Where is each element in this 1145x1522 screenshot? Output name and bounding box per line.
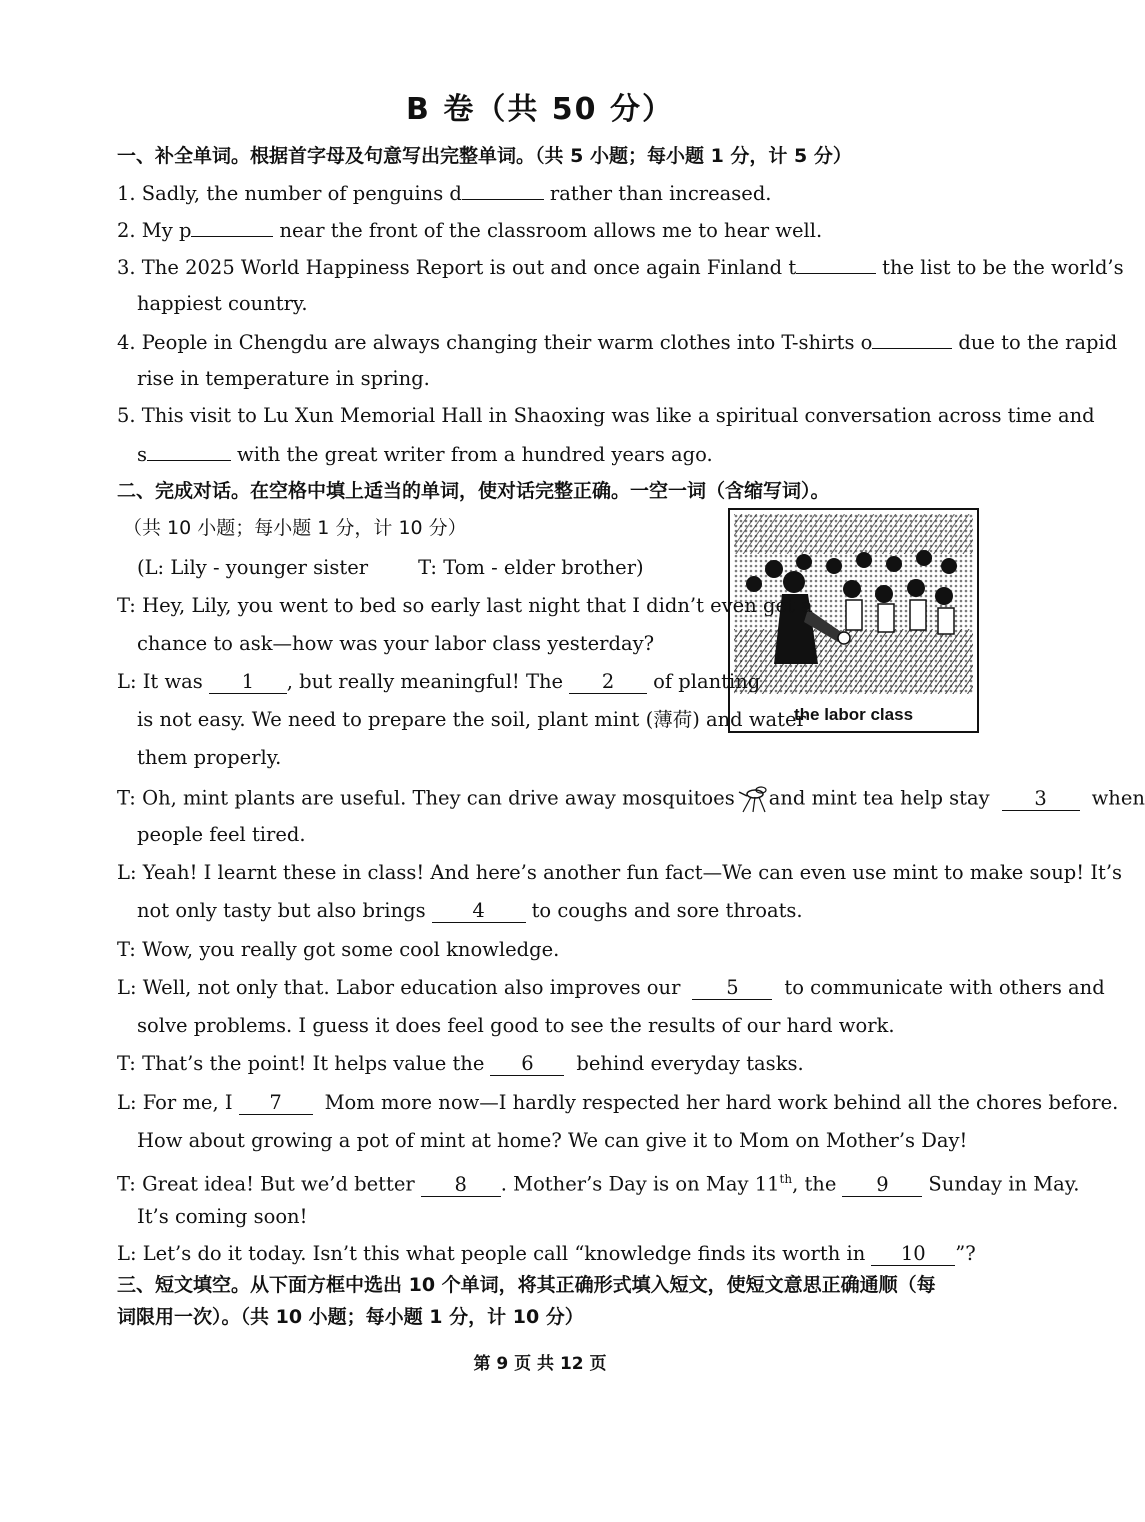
section2-subheading: （共 10 小题；每小题 1 分，计 10 分）	[123, 517, 467, 539]
section1-heading: 一、补全单词。根据首字母及句意写出完整单词。（共 5 小题；每小题 1 分，计 5 分）	[117, 145, 852, 167]
blank-10[interactable]: 10	[871, 1243, 955, 1266]
q3-blank[interactable]	[796, 253, 876, 274]
q5-text-after: with the great writer from a hundred years ago.	[237, 443, 713, 466]
blank-8[interactable]: 8	[421, 1174, 501, 1197]
dialog-6-line2: solve problems. I guess it does feel good to see the results of our hard work.	[137, 1014, 895, 1037]
d10-text-b: ”?	[955, 1242, 976, 1265]
d2-text-c: of planting	[653, 670, 761, 693]
question-2	[117, 216, 822, 244]
section3-heading: 三、短文填空。从下面方框中选出 10 个单词，将其正确形式填入短文，使短文意思正确通顺（每	[117, 1274, 936, 1296]
dialog-9-line2: It’s coming soon!	[137, 1205, 308, 1228]
d10-text-a: L: Let’s do it today. Isn’t this what people call “knowledge finds its worth in	[117, 1242, 866, 1265]
question-4	[117, 328, 1117, 356]
q1-text-before: 1. Sadly, the number of penguins d	[117, 182, 462, 205]
d9-text-c: , the	[792, 1172, 837, 1196]
d7-text-a: T: That’s the point! It helps value the	[117, 1052, 485, 1075]
blank-5[interactable]: 5	[692, 977, 772, 1000]
q3-text-before: 3. The 2025 World Happiness Report is out and once again Finland t	[117, 256, 797, 279]
question-3	[117, 253, 1124, 281]
blank-9[interactable]: 9	[842, 1174, 922, 1197]
blank-4[interactable]: 4	[432, 900, 526, 923]
question-5: 5. This visit to Lu Xun Memorial Hall in Shaoxing was like a spiritual conversation across time and	[117, 404, 1095, 427]
d9-superscript: th	[779, 1172, 793, 1186]
dialog-8	[117, 1090, 1118, 1116]
q1-blank[interactable]	[462, 179, 544, 200]
dialog-10	[117, 1241, 976, 1267]
q2-text-after: near the front of the classroom allows me to hear well.	[279, 219, 823, 242]
d3-text-b: and mint tea help stay	[768, 786, 990, 810]
q4-text-after: due to the rapid	[958, 331, 1118, 354]
d7-text-b: behind everyday tasks.	[576, 1052, 804, 1075]
q3-text-after: the list to be the world’s	[882, 256, 1124, 279]
blank-1[interactable]: 1	[209, 671, 287, 694]
question-4-line2: rise in temperature in spring.	[137, 367, 430, 390]
d2-text-a: L: It was	[117, 670, 203, 693]
dialog-2	[117, 669, 760, 695]
page-footer: 第 9 页 共 12 页	[473, 1354, 607, 1374]
q2-blank[interactable]	[191, 216, 273, 237]
roles-line	[137, 555, 644, 581]
mosquito-icon	[735, 784, 769, 814]
labor-class-figure	[728, 508, 979, 733]
figure-caption: the labor class	[793, 705, 914, 724]
d9-text-d: Sunday in May.	[928, 1172, 1080, 1196]
dialog-8-line2: How about growing a pot of mint at home? We can give it to Mom on Mother’s Day!	[137, 1129, 968, 1152]
blank-2[interactable]: 2	[569, 671, 647, 694]
dialog-3-line2: people feel tired.	[137, 823, 306, 846]
dialog-2-line3: them properly.	[137, 746, 282, 769]
d6-text-a: L: Well, not only that. Labor education also improves our	[117, 976, 681, 999]
dialog-1: T: Hey, Lily, you went to bed so early last night that I didn’t even get a	[117, 594, 813, 617]
d2-text-b: , but really meaningful! The	[286, 670, 564, 693]
q4-text-before: 4. People in Chengdu are always changing their warm clothes into T-shirts o	[117, 331, 873, 354]
d4-text-b: to coughs and sore throats.	[531, 899, 803, 922]
dialog-4-line2	[137, 898, 803, 924]
dialog-4: L: Yeah! I learnt these in class! And here’s another fun fact—We can even use mint to make soup! It’s	[117, 861, 1123, 884]
dialog-9	[117, 1166, 1079, 1198]
dialog-2-line2: is not easy. We need to prepare the soil, plant mint (薄荷) and water	[137, 708, 806, 731]
role-tom: T: Tom - elder brother)	[418, 556, 644, 579]
page-title: B 卷（共 50 分）	[406, 92, 674, 127]
dialog-7	[117, 1051, 804, 1077]
question-5-line2	[137, 440, 713, 468]
q1-text-after: rather than increased.	[549, 182, 772, 205]
question-1	[117, 179, 772, 207]
d9-text-b: . Mother’s Day is on May 11	[500, 1172, 780, 1196]
section2-heading: 二、完成对话。在空格中填上适当的单词，使对话完整正确。一空一词（含缩写词）。	[117, 480, 830, 502]
dialog-3	[117, 784, 1145, 814]
q5-text-before: s	[137, 443, 148, 466]
section3-heading-line2: 词限用一次）。（共 10 小题；每小题 1 分，计 10 分）	[117, 1306, 584, 1328]
blank-7[interactable]: 7	[239, 1092, 313, 1115]
d8-text-a: L: For me, I	[117, 1091, 233, 1114]
d4-text-a: not only tasty but also brings	[137, 899, 426, 922]
question-3-line2: happiest country.	[137, 292, 308, 315]
q5-blank[interactable]	[147, 440, 231, 461]
d3-text-a: T: Oh, mint plants are useful. They can drive away mosquitoes	[117, 786, 735, 810]
blank-3[interactable]: 3	[1002, 788, 1080, 811]
d6-text-b: to communicate with others and	[784, 976, 1105, 999]
q2-text-before: 2. My p	[117, 219, 192, 242]
q4-blank[interactable]	[872, 328, 952, 349]
d9-text-a: T: Great idea! But we’d better	[117, 1172, 415, 1196]
d8-text-b: Mom more now—I hardly respected her hard work behind all the chores before.	[324, 1091, 1119, 1114]
blank-6[interactable]: 6	[490, 1053, 564, 1076]
d3-text-c: when	[1091, 786, 1145, 810]
role-lily: (L: Lily - younger sister	[137, 556, 369, 579]
dialog-1-line2: chance to ask—how was your labor class yesterday?	[137, 632, 655, 655]
dialog-6	[117, 975, 1105, 1001]
dialog-5: T: Wow, you really got some cool knowledge.	[117, 938, 560, 961]
